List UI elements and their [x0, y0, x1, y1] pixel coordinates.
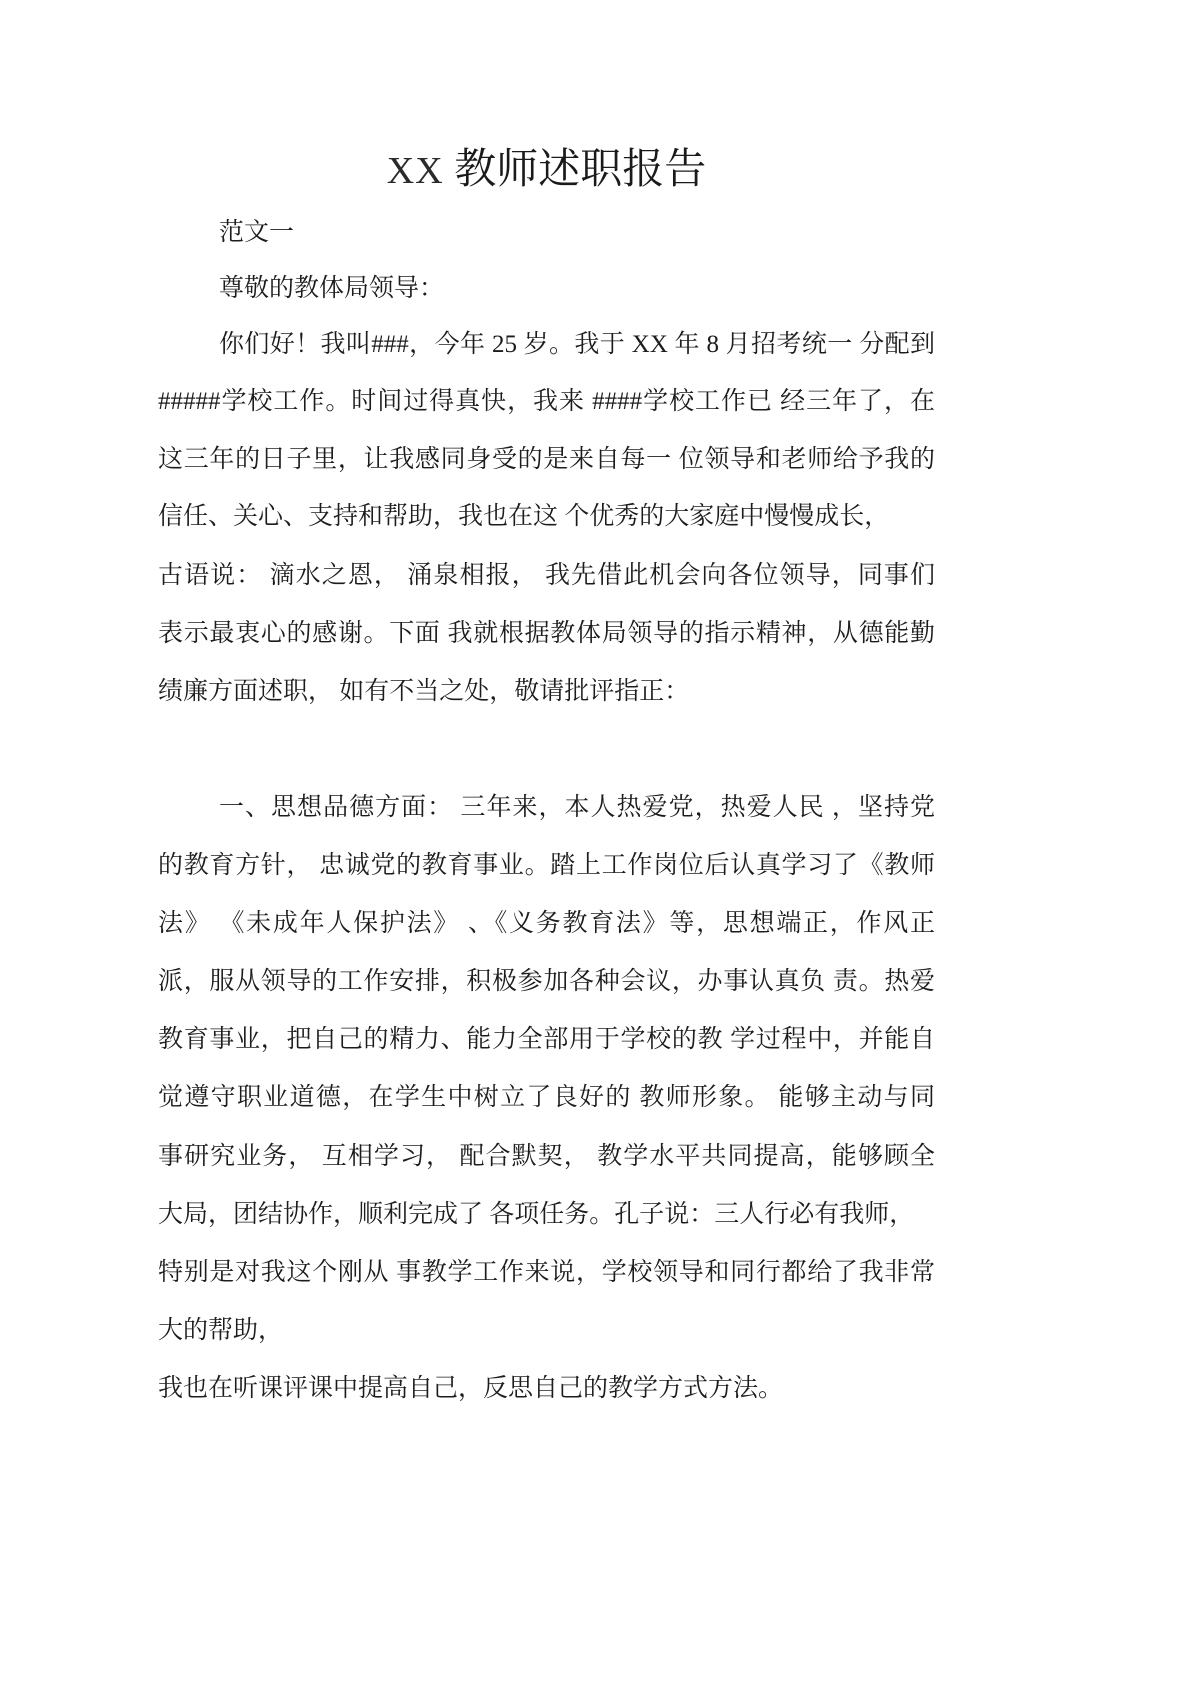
body-line: 的教育方针， 忠诚党的教育事业。踏上工作岗位后认真学习了《教师 [158, 852, 935, 879]
page-title-main: 教师述职报告 [454, 147, 707, 193]
page-title [158, 145, 935, 195]
body-line: #####学校工作。时间过得真快，我来 ####学校工作已 经三年了，在 [158, 388, 935, 415]
body-line: 教育事业，把自己的精力、能力全部用于学校的教 学过程中，并能自 [158, 1026, 935, 1053]
body-line: 事研究业务， 互相学习， 配合默契， 教学水平共同提高，能够顾全 [158, 1143, 935, 1170]
salutation: 尊敬的教体局领导： [219, 275, 445, 302]
body-line: 这三年的日子里，让我感同身受的是来自每一 位领导和老师给予我的 [158, 446, 935, 473]
body-line: 觉遵守职业道德，在学生中树立了良好的 教师形象。 能够主动与同 [158, 1084, 935, 1111]
body-line: 一、思想品德方面： 三年来，本人热爱党，热爱人民 ，坚持党 [219, 794, 935, 821]
body-line: 大局，团结协作，顺利完成了 各项任务。孔子说：三人行必有我师， [158, 1201, 915, 1228]
body-line: 绩廉方面述职， 如有不当之处，敬请批评指正： [158, 678, 690, 705]
section-label: 范文一 [219, 219, 295, 246]
page-title-prefix: XX [386, 150, 444, 192]
body-line: 我也在听课评课中提高自己，反思自己的教学方式方法。 [158, 1375, 784, 1402]
body-line: 大的帮助， [158, 1317, 284, 1344]
body-line: 表示最衷心的感谢。下面 我就根据教体局领导的指示精神，从德能勤 [158, 620, 935, 647]
body-line: 信任、关心、支持和帮助，我也在这 个优秀的大家庭中慢慢成长， [158, 503, 890, 530]
body-line: 法》 《未成年人保护法》 、《义务教育法》等，思想端正，作风正 [158, 910, 935, 937]
body-line: 特别是对我这个刚从 事教学工作来说，学校领导和同行都给了我非常 [158, 1259, 935, 1286]
body-line: 古语说： 滴水之恩， 涌泉相报， 我先借此机会向各位领导，同事们 [158, 562, 935, 589]
body-line: 你们好！我叫###，今年 25 岁。我于 XX 年 8 月招考统一 分配到 [219, 331, 935, 358]
body-line: 派，服从领导的工作安排，积极参加各种会议，办事认真负 责。热爱 [158, 968, 935, 995]
